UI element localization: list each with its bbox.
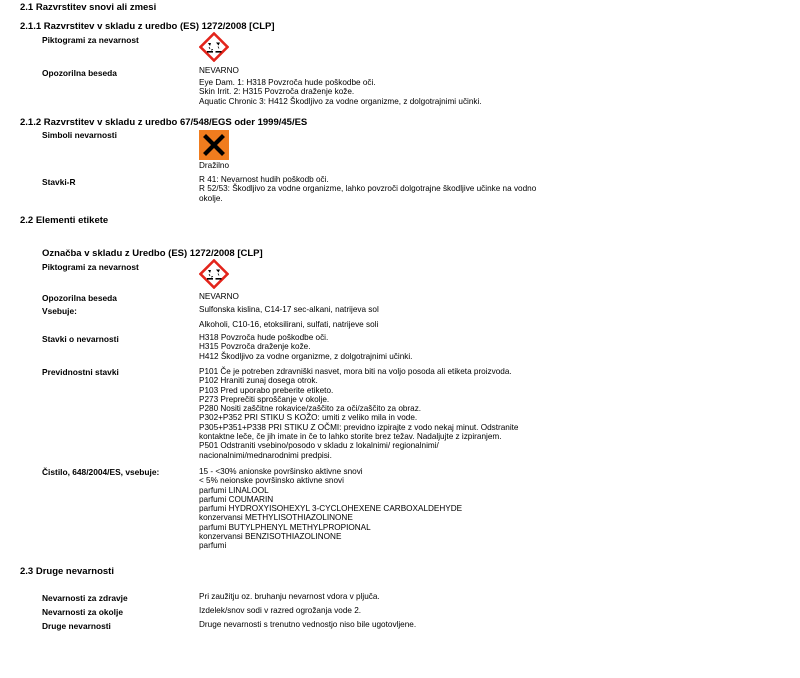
- precautionary-line: P280 Nositi zaščitne rokavice/zaščito za oči/zaščito za obraz.: [199, 404, 422, 414]
- r-phrases-list: [199, 175, 536, 203]
- label-elements-subheading: Označba v skladu z Uredbo (ES) 1272/2008 [CLP]: [42, 248, 263, 259]
- hazard-line: Eye Dam. 1: H318 Povzroča hude poškodbe oči.: [199, 78, 376, 87]
- detergent-contents-list: [199, 467, 462, 551]
- precautionary-line: P302+P352 PRI STIKU S KOŽO: umiti z veliko mila in vode.: [199, 413, 418, 423]
- other-hazards-label: Druge nevarnosti: [42, 621, 111, 631]
- health-hazards-value: Pri zaužitju oz. bruhanju nevarnost vdora v pljuča.: [199, 592, 380, 601]
- detergent-line: konzervansi METHYLISOTHIAZOLINONE: [199, 513, 353, 523]
- irritant-symbol-caption: Dražilno: [199, 161, 230, 170]
- section-2-1-1-heading: 2.1.1 Razvrstitev v skladu z uredbo (ES) 1272/2008 [CLP]: [20, 21, 275, 32]
- corrosion-pictogram-icon: [199, 32, 229, 62]
- precautionary-line: kontaktne leče, če jih imate in če to lahko storite brez težav. Nadaljujte z izpiranjem.: [199, 432, 502, 442]
- hazard-line: Aquatic Chronic 3: H412 Škodljivo za vodne organizme, z dolgotrajnimi učinki.: [199, 96, 482, 106]
- section-2-1-2-heading: 2.1.2 Razvrstitev v skladu z uredbo 67/548/EGS oder 1999/45/ES: [20, 117, 308, 128]
- precautionary-line: P273 Preprečiti sproščanje v okolje.: [199, 394, 330, 404]
- pictogram-label: Piktogrami za nevarnost: [42, 35, 139, 45]
- label-pictogram-label: Piktogrami za nevarnost: [42, 262, 139, 272]
- contains-label: Vsebuje:: [42, 306, 77, 316]
- r-phrase-line: R 41: Nevarnost hudih poškodb oči.: [199, 175, 329, 184]
- detergent-line: konzervansi BENZISOTHIAZOLINONE: [199, 532, 342, 542]
- hazard-statement-line: H318 Povzroča hude poškodbe oči.: [199, 333, 329, 342]
- detergent-line: parfumi HYDROXYISOHEXYL 3-CYCLOHEXENE CARBOXALDEHYDE: [199, 504, 463, 514]
- detergent-line: < 5% neionske površinsko aktivne snovi: [199, 476, 344, 486]
- environmental-hazards-value: Izdelek/snov sodi v razred ogrožanja vode 2.: [199, 606, 362, 615]
- detergent-line: parfumi BUTYLPHENYL METHYLPROPIONAL: [199, 522, 371, 532]
- precautionary-statements-list: [199, 367, 518, 460]
- section-2-2-heading: 2.2 Elementi etikete: [20, 215, 109, 226]
- hazard-statement-line: H315 Povzroča draženje kože.: [199, 342, 311, 352]
- hazard-symbols-label: Simboli nevarnosti: [42, 130, 117, 140]
- precautionary-line: P305+P351+P338 PRI STIKU Z OČMI: previdno izpirajte z vodo nekaj minut. Odstranite: [199, 422, 519, 432]
- corrosion-pictogram-icon: [199, 259, 229, 289]
- contains-line: Sulfonska kislina, C14-17 sec-alkani, natrijeva sol: [199, 305, 379, 314]
- health-hazards-label: Nevarnosti za zdravje: [42, 593, 128, 603]
- label-signal-word-label: Opozorilna beseda: [42, 293, 117, 303]
- hazard-line: Skin Irrit. 2: H315 Povzroča draženje kože.: [199, 87, 355, 97]
- precautionary-line: P102 Hraniti zunaj dosega otrok.: [199, 376, 318, 386]
- section-2-1-heading: 2.1 Razvrstitev snovi ali zmesi: [20, 2, 157, 13]
- detergent-line: parfumi LINALOOL: [199, 485, 269, 495]
- r-phrases-label: Stavki-R: [42, 177, 76, 187]
- precautionary-line: nacionalnimi/mednarodnimi predpisi.: [199, 450, 332, 460]
- detergent-line: parfumi COUMARIN: [199, 494, 274, 504]
- label-signal-word-value: NEVARNO: [199, 292, 239, 301]
- signal-word-value: NEVARNO: [199, 66, 239, 75]
- environmental-hazards-label: Nevarnosti za okolje: [42, 607, 123, 617]
- precautionary-line: P103 Pred uporabo preberite etiketo.: [199, 385, 334, 395]
- hazard-statements-list: [199, 333, 412, 361]
- r-phrase-line: okolje.: [199, 193, 223, 203]
- section-2-3-heading: 2.3 Druge nevarnosti: [20, 566, 114, 577]
- precautionary-line: P101 Če je potreben zdravniški nasvet, mora biti na voljo posoda ali etiketa proizvoda.: [199, 367, 512, 376]
- hazard-statement-line: H412 Škodljivo za vodne organizme, z dolgotrajnimi učinki.: [199, 351, 413, 361]
- detergent-contents-label: Čistilo, 648/2004/ES, vsebuje:: [42, 467, 160, 477]
- signal-word-label: Opozorilna beseda: [42, 68, 117, 78]
- irritant-symbol-icon: [199, 130, 229, 160]
- detergent-line: parfumi: [199, 541, 227, 551]
- precautionary-statements-label: Previdnostni stavki: [42, 367, 119, 377]
- detergent-line: 15 - <30% anionske površinsko aktivne snovi: [199, 467, 363, 476]
- other-hazards-value: Druge nevarnosti s trenutno vednostjo niso bile ugotovljene.: [199, 620, 417, 629]
- precautionary-line: P501 Odstraniti vsebino/posodo v skladu z lokalnimi/ regionalnimi/: [199, 441, 439, 451]
- contains-line: Alkoholi, C10-16, etoksilirani, sulfati, natrijeve soli: [199, 320, 379, 329]
- r-phrase-line: R 52/53: Škodljivo za vodne organizme, lahko povzroči dolgotrajne škodljive učinke na vodno: [199, 184, 537, 194]
- hazard-statements-label: Stavki o nevarnosti: [42, 334, 119, 344]
- hazard-classification-list: [199, 78, 482, 106]
